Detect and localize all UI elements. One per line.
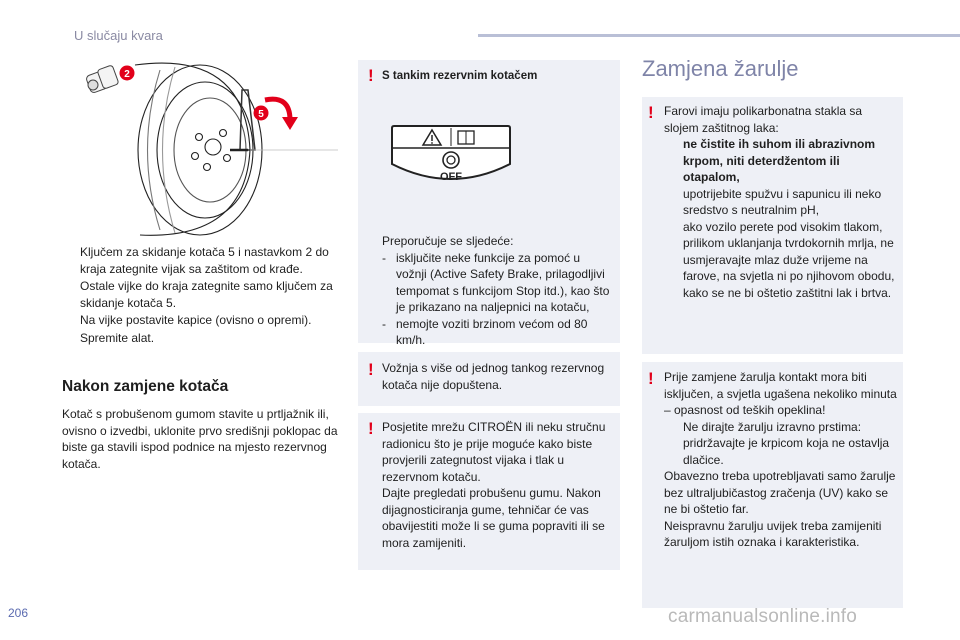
- bullet-icon: [62, 330, 80, 347]
- headlamp-care-box: ! Farovi imaju polikarbonatna stakla sa slojem zaštitnog laka: ne čistite ih suhom ili abrazivnom krpom, niti deterdžentom ili otapalom, upotrijebite spužvu i sapunicu ili neko sredstvo s neutralnim pH, ako vozilo perete pod visokim tlakom, prilikom uklanjanja tvrdokornih mrlja, ne usmjeravajte mlaz duže vrijeme na farove, na svjetla ni po njihovom obodu, kako se ne bi oštetio zaštitni lak i brtva.: [642, 97, 903, 354]
- step-item: Ključem za skidanje kotača 5 i nastavkom 2 do kraja zategnite vijak sa zaštitom od krađe.: [62, 244, 347, 277]
- step-list: [62, 244, 347, 347]
- warning-icon: !: [368, 419, 374, 438]
- callout-5: 5: [258, 109, 264, 120]
- bullet-icon: [664, 419, 683, 469]
- bullet-icon: [664, 186, 683, 219]
- bullet-icon: [62, 244, 80, 277]
- watermark: carmanualsonline.info: [668, 606, 858, 627]
- list-item: Ne dirajte žarulju izravno prstima: pridržavajte je krpicom koja ne ostavlja dlačice.: [664, 419, 898, 469]
- list-item: upotrijebite spužvu i sapunicu ili neko sredstvo s neutralnim pH,: [664, 186, 898, 219]
- thin-spare-title: S tankim rezervnim kotačem: [382, 70, 538, 82]
- label-off-text: OFF: [440, 171, 462, 183]
- thin-spare-box: [358, 60, 620, 347]
- step-item: Spremite alat.: [62, 330, 347, 347]
- bullet-icon: [664, 219, 683, 302]
- wheel-sticker-label: [390, 124, 512, 190]
- after-change-heading: Nakon zamjene kotača: [62, 378, 229, 395]
- warning-icon: !: [368, 66, 374, 85]
- step-item: Ostale vijke do kraja zategnite samo ključem za skidanje kotača 5.: [62, 278, 347, 311]
- thin-spare-text: Preporučuje se sljedeće: - isključite neke funkcije za pomoć u vožnji (Active Safety Brake, prilagodljivi tempomat s funkcijom Stop itd.), kao što je prikazano na naljepnici na kotaču, - nemojte voziti brzinom većom od 80 km/h.: [382, 233, 612, 349]
- wheel-illustration: [80, 55, 340, 240]
- section-header: U slučaju kvara: [74, 28, 163, 43]
- visit-network-box: ! Posjetite mrežu CITROËN ili neku stručnu radionicu što je prije moguće kako biste provjerili zategnutost vijaka i tlak u rezervnom kotaču. Dajte pregledati probušenu gumu. Nakon dijagnosticiranja gume, tehničar će vas obavijestiti može li se guma popraviti ili se mora zamijeniti.: [358, 413, 620, 570]
- header-rule: [478, 34, 960, 37]
- bulb-section-title: Zamjena žarulje: [642, 56, 799, 81]
- list-item: ne čistite ih suhom ili abrazivnom krpom, niti deterdžentom ili otapalom,: [664, 136, 898, 186]
- bullet-icon: [62, 278, 80, 311]
- callout-2: 2: [124, 69, 130, 80]
- warning-icon: !: [648, 369, 654, 388]
- page-number: 206: [8, 606, 29, 620]
- bulb-replace-box: ! Prije zamjene žarulja kontakt mora biti isključen, a svjetla ugašena nekoliko minuta – opasnost od teških opeklina! Ne dirajte žarulju izravno prstima: pridržavajte je krpicom koja ne ostavlja dlačice. Obavezno treba upotrebljavati samo žarulje bez ultraljubičastog zračenja (UV) kako se ne bi oštetio far. Neispravnu žarulju uvijek treba zamijeniti žaruljom istih oznaka i karakteristika.: [642, 362, 903, 608]
- step-item: Na vijke postavite kapice (ovisno o opremi).: [62, 312, 347, 329]
- warning-icon: !: [368, 360, 374, 379]
- warning-icon: !: [648, 103, 654, 122]
- bullet-icon: [664, 136, 683, 186]
- list-item: - nemojte voziti brzinom većom od 80 km/h.: [382, 316, 588, 347]
- single-spare-warning-box: ! Vožnja s više od jednog tankog rezervnog kotača nije dopuštena.: [358, 352, 620, 406]
- list-item: - isključite neke funkcije za pomoć u vožnji (Active Safety Brake, prilagodljivi tempomat s funkcijom Stop itd.), kao što je prikazano na naljepnici na kotaču,: [382, 250, 610, 314]
- after-change-text: Kotač s probušenom gumom stavite u prtljažnik ili, ovisno o izvedbi, uklonite prvo središnji poklopac da biste ga stavili ispod podnice na mjesto rezervnog kotača.: [62, 407, 338, 471]
- list-item: ako vozilo perete pod visokim tlakom, prilikom uklanjanja tvrdokornih mrlja, ne usmjeravajte mlaz duže vrijeme na farove, na svjetla ni po njihovom obodu, kako se ne bi oštetio zaštitni lak i brtva.: [664, 219, 898, 302]
- bullet-icon: [62, 312, 80, 329]
